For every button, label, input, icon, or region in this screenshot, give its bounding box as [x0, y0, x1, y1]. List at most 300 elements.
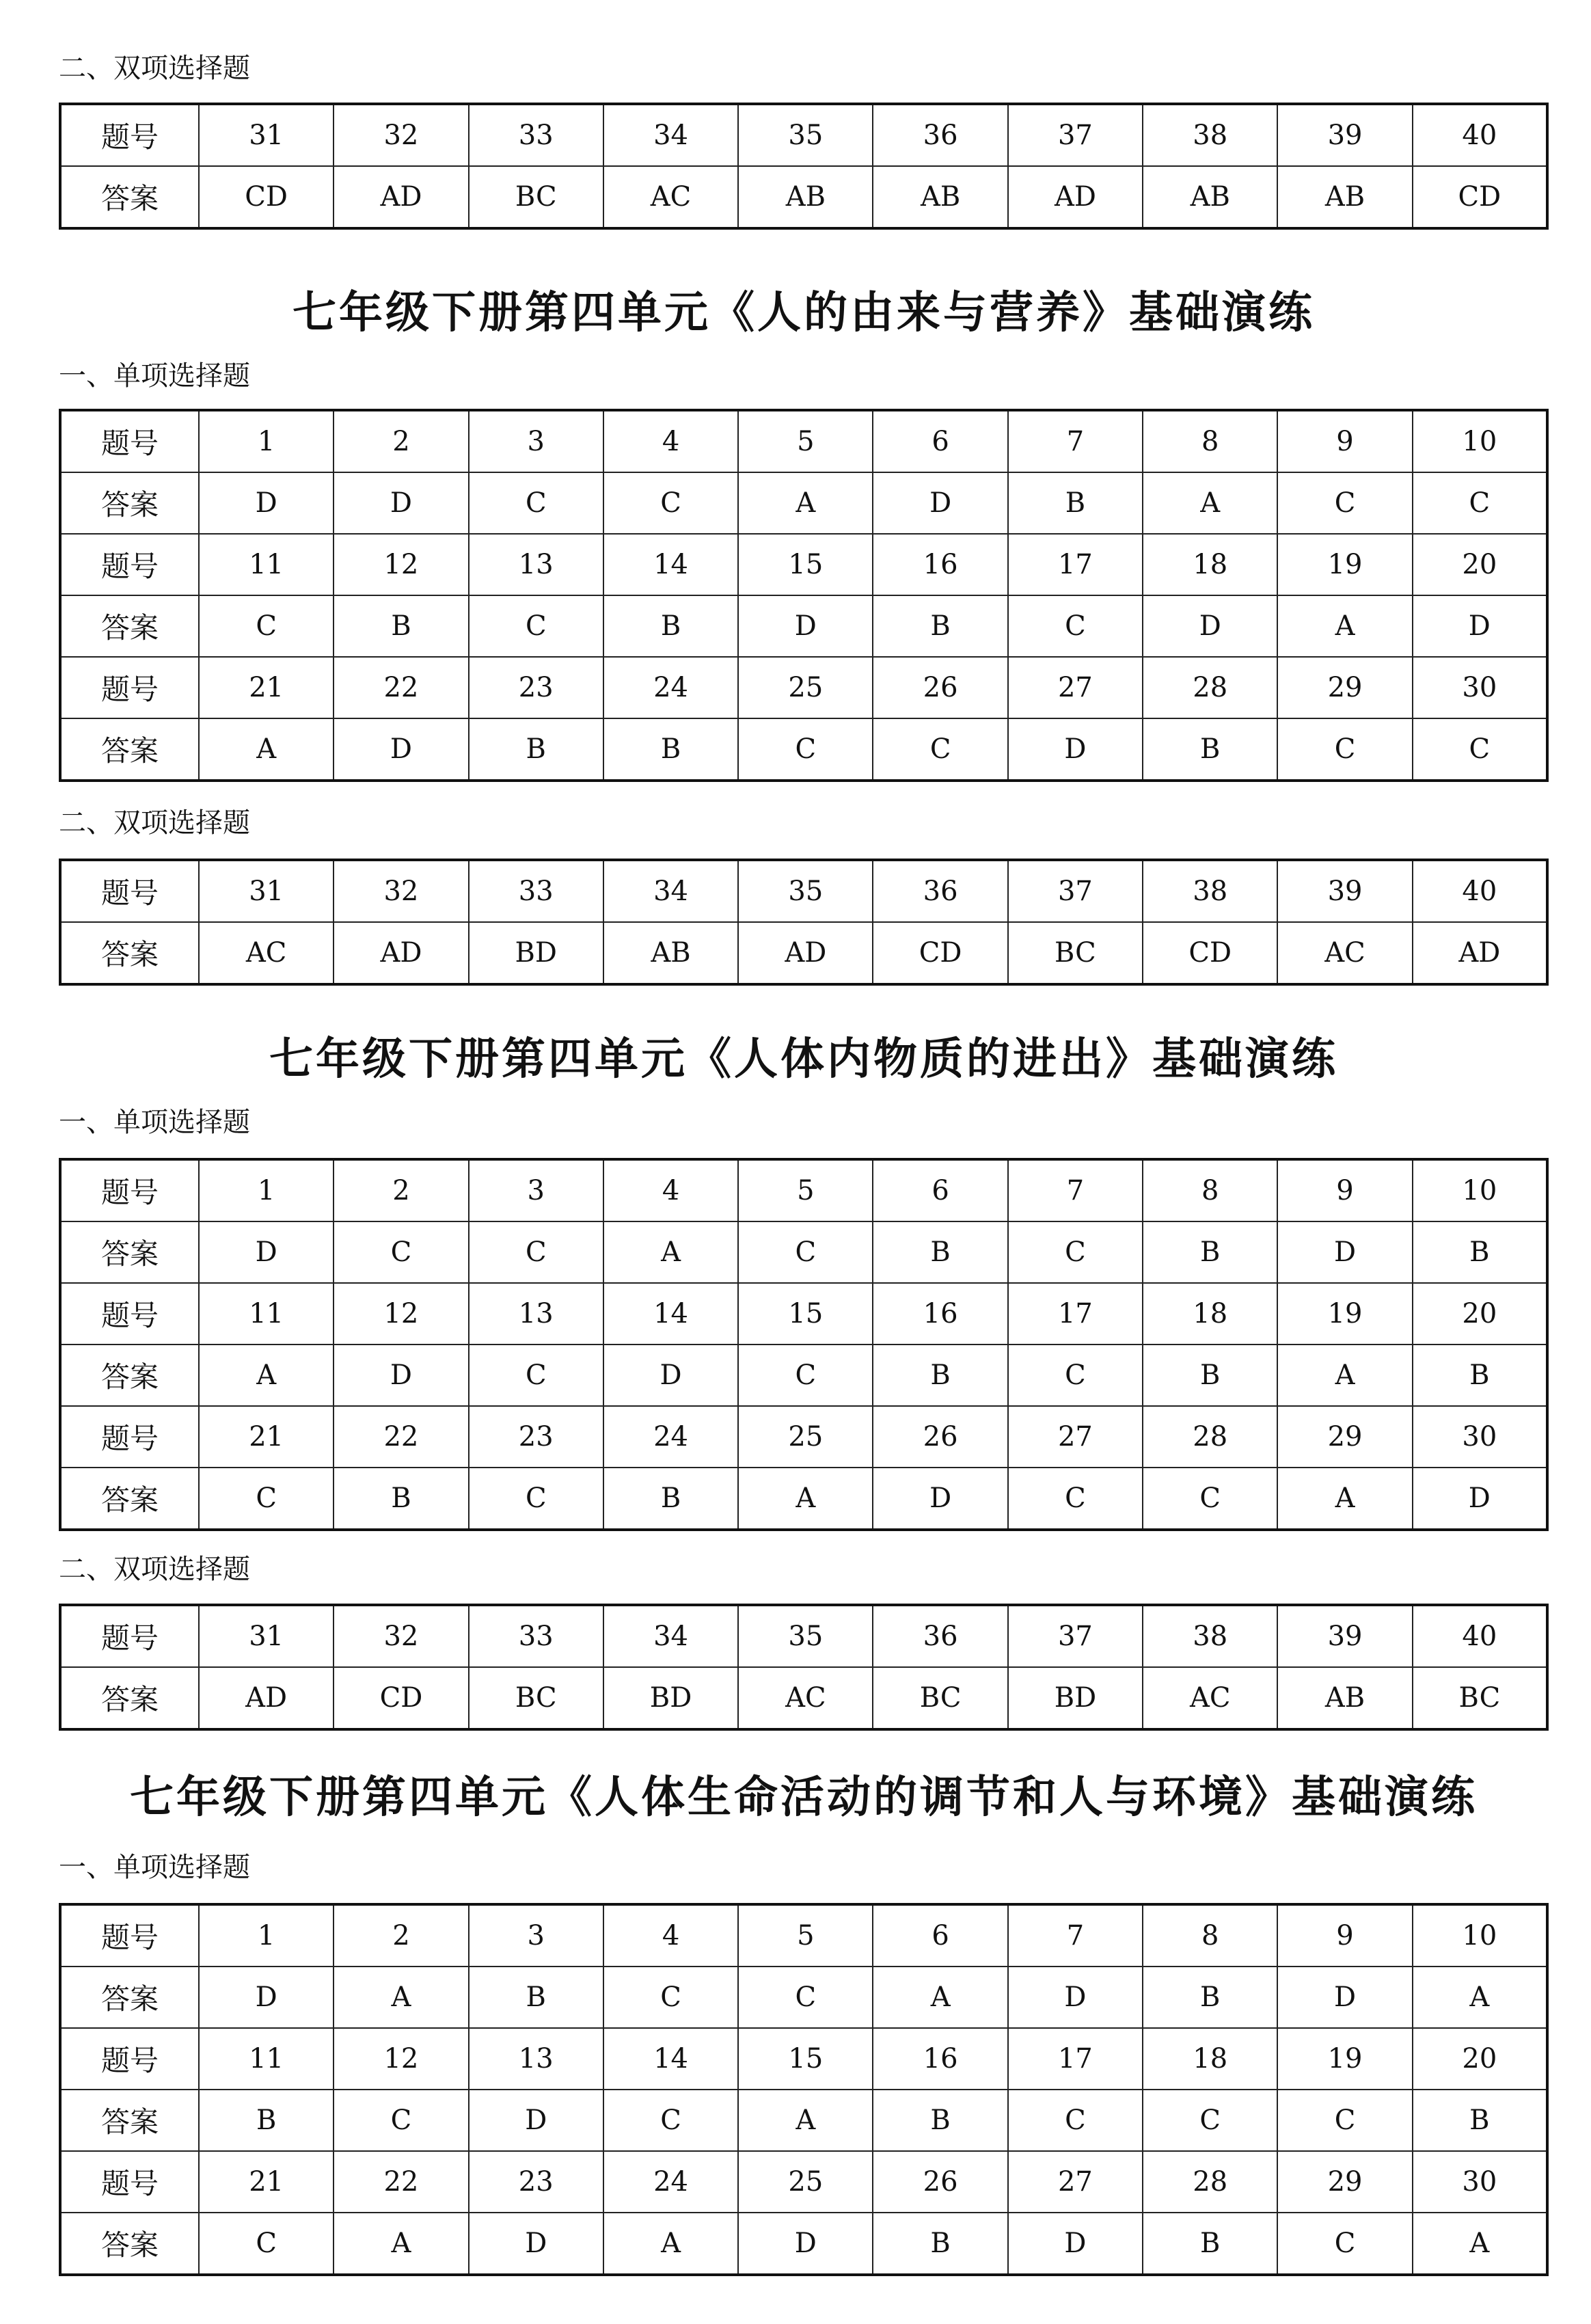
question-number-cell: 36 — [873, 104, 1007, 166]
question-number-cell: 35 — [738, 104, 873, 166]
answer-cell: C — [469, 1345, 603, 1406]
row-header: 答案 — [60, 472, 199, 534]
answer-cell: D — [469, 2090, 603, 2151]
answer-cell: AD — [199, 1667, 334, 1729]
table-row — [60, 2213, 1547, 2275]
answer-cell: BC — [1413, 1667, 1547, 1729]
answer-cell: B — [873, 1221, 1007, 1283]
answer-cell: D — [1008, 718, 1143, 781]
answer-cell: AC — [1277, 922, 1412, 984]
answer-cell: AB — [1277, 166, 1412, 228]
question-number-cell: 7 — [1008, 1904, 1143, 1967]
answer-cell: C — [469, 1221, 603, 1283]
answer-cell: AB — [1277, 1667, 1412, 1729]
question-number-cell: 27 — [1008, 657, 1143, 718]
unit-title: 七年级下册第四单元《人体生命活动的调节和人与环境》基础演练 — [130, 1772, 1478, 1823]
answer-table — [59, 859, 1549, 986]
question-number-cell: 24 — [603, 1406, 738, 1468]
question-number-cell: 25 — [738, 657, 873, 718]
answer-cell: C — [199, 595, 334, 657]
answer-cell: AC — [1143, 1667, 1277, 1729]
answer-cell: D — [1277, 1967, 1412, 2028]
question-number-cell: 11 — [199, 1283, 334, 1345]
answer-cell: D — [334, 472, 468, 534]
answer-cell: B — [334, 1468, 468, 1530]
question-number-cell: 39 — [1277, 104, 1412, 166]
question-number-cell: 32 — [334, 104, 468, 166]
question-number-cell: 24 — [603, 657, 738, 718]
question-number-cell: 7 — [1008, 410, 1143, 472]
answer-cell: C — [1008, 1345, 1143, 1406]
question-number-cell: 20 — [1413, 2028, 1547, 2090]
question-number-cell: 22 — [334, 1406, 468, 1468]
question-number-cell: 25 — [738, 2151, 873, 2213]
row-header: 答案 — [60, 1667, 199, 1729]
answer-cell: B — [873, 595, 1007, 657]
table-row — [60, 1345, 1547, 1406]
answer-cell: D — [1008, 2213, 1143, 2275]
answer-table — [59, 409, 1549, 782]
question-number-cell: 12 — [334, 2028, 468, 2090]
question-number-cell: 21 — [199, 2151, 334, 2213]
question-number-cell: 2 — [334, 410, 468, 472]
answer-cell: B — [334, 595, 468, 657]
question-number-cell: 4 — [603, 1904, 738, 1967]
answer-cell: C — [469, 1468, 603, 1530]
question-number-cell: 33 — [469, 860, 603, 922]
answer-cell: A — [199, 1345, 334, 1406]
answer-cell: D — [603, 1345, 738, 1406]
answer-cell: D — [738, 2213, 873, 2275]
answer-cell: A — [873, 1967, 1007, 2028]
row-header: 题号 — [60, 104, 199, 166]
answer-cell: C — [1008, 595, 1143, 657]
question-number-cell: 18 — [1143, 1283, 1277, 1345]
question-number-cell: 37 — [1008, 860, 1143, 922]
answer-table — [59, 1604, 1549, 1731]
question-number-cell: 1 — [199, 1904, 334, 1967]
question-number-cell: 1 — [199, 1159, 334, 1221]
question-number-cell: 29 — [1277, 2151, 1412, 2213]
answer-cell: A — [334, 1967, 468, 2028]
question-number-cell: 19 — [1277, 534, 1412, 595]
answer-table — [59, 1903, 1549, 2276]
question-number-cell: 38 — [1143, 1605, 1277, 1667]
answer-cell: AD — [1008, 166, 1143, 228]
row-header: 题号 — [60, 860, 199, 922]
row-header: 答案 — [60, 166, 199, 228]
question-number-cell: 28 — [1143, 1406, 1277, 1468]
question-number-cell: 35 — [738, 1605, 873, 1667]
answer-cell: C — [1413, 472, 1547, 534]
question-number-cell: 12 — [334, 534, 468, 595]
answer-cell: C — [334, 1221, 468, 1283]
question-number-cell: 38 — [1143, 104, 1277, 166]
question-number-cell: 26 — [873, 2151, 1007, 2213]
answer-cell: A — [738, 1468, 873, 1530]
table-row — [60, 472, 1547, 534]
table-row — [60, 1605, 1547, 1667]
answer-cell: C — [1008, 1221, 1143, 1283]
answer-cell: D — [738, 595, 873, 657]
answer-cell: A — [738, 472, 873, 534]
row-header: 答案 — [60, 1345, 199, 1406]
question-number-cell: 40 — [1413, 1605, 1547, 1667]
question-number-cell: 20 — [1413, 1283, 1547, 1345]
answer-cell: C — [1008, 1468, 1143, 1530]
row-header: 题号 — [60, 534, 199, 595]
question-number-cell: 10 — [1413, 1159, 1547, 1221]
answer-cell: B — [603, 1468, 738, 1530]
question-number-cell: 11 — [199, 2028, 334, 2090]
question-number-cell: 18 — [1143, 534, 1277, 595]
answer-cell: C — [469, 595, 603, 657]
answer-cell: C — [1277, 718, 1412, 781]
question-number-cell: 15 — [738, 534, 873, 595]
question-number-cell: 39 — [1277, 1605, 1412, 1667]
question-number-cell: 6 — [873, 1159, 1007, 1221]
answer-cell: A — [1277, 595, 1412, 657]
question-number-cell: 11 — [199, 534, 334, 595]
row-header: 答案 — [60, 595, 199, 657]
question-number-cell: 2 — [334, 1159, 468, 1221]
row-header: 答案 — [60, 1967, 199, 2028]
answer-cell: C — [1143, 1468, 1277, 1530]
row-header: 答案 — [60, 2090, 199, 2151]
answer-cell: B — [469, 1967, 603, 2028]
question-number-cell: 2 — [334, 1904, 468, 1967]
question-number-cell: 17 — [1008, 1283, 1143, 1345]
answer-cell: C — [199, 2213, 334, 2275]
answer-cell: D — [199, 472, 334, 534]
answer-cell: AD — [1413, 922, 1547, 984]
table-row — [60, 922, 1547, 984]
section-label: 一、单项选择题 — [59, 1852, 250, 1883]
table-row — [60, 860, 1547, 922]
question-number-cell: 30 — [1413, 2151, 1547, 2213]
question-number-cell: 19 — [1277, 1283, 1412, 1345]
answer-cell: C — [1277, 2090, 1412, 2151]
answer-cell: CD — [873, 922, 1007, 984]
table-row — [60, 657, 1547, 718]
answer-cell: C — [603, 2090, 738, 2151]
answer-cell: BD — [1008, 1667, 1143, 1729]
answer-cell: C — [1277, 472, 1412, 534]
answer-cell: C — [469, 472, 603, 534]
question-number-cell: 14 — [603, 534, 738, 595]
answer-cell: CD — [199, 166, 334, 228]
question-number-cell: 23 — [469, 657, 603, 718]
answer-cell: B — [1143, 1345, 1277, 1406]
question-number-cell: 27 — [1008, 1406, 1143, 1468]
question-number-cell: 4 — [603, 1159, 738, 1221]
question-number-cell: 14 — [603, 1283, 738, 1345]
question-number-cell: 9 — [1277, 410, 1412, 472]
row-header: 答案 — [60, 2213, 199, 2275]
question-number-cell: 25 — [738, 1406, 873, 1468]
answer-cell: C — [1008, 2090, 1143, 2151]
question-number-cell: 15 — [738, 2028, 873, 2090]
question-number-cell: 3 — [469, 1904, 603, 1967]
question-number-cell: 37 — [1008, 1605, 1143, 1667]
question-number-cell: 33 — [469, 104, 603, 166]
question-number-cell: 38 — [1143, 860, 1277, 922]
answer-cell: C — [738, 1221, 873, 1283]
table-row — [60, 595, 1547, 657]
answer-cell: C — [334, 2090, 468, 2151]
answer-cell: A — [334, 2213, 468, 2275]
answer-cell: B — [1143, 1967, 1277, 2028]
answer-cell: AB — [1143, 166, 1277, 228]
answer-cell: AC — [603, 166, 738, 228]
answer-cell: D — [334, 718, 468, 781]
question-number-cell: 20 — [1413, 534, 1547, 595]
answer-cell: B — [1008, 472, 1143, 534]
question-number-cell: 16 — [873, 534, 1007, 595]
question-number-cell: 34 — [603, 860, 738, 922]
answer-cell: B — [873, 2090, 1007, 2151]
question-number-cell: 28 — [1143, 657, 1277, 718]
question-number-cell: 31 — [199, 104, 334, 166]
answer-cell: A — [603, 1221, 738, 1283]
question-number-cell: 13 — [469, 534, 603, 595]
answer-table — [59, 1158, 1549, 1531]
table-row — [60, 1904, 1547, 1967]
question-number-cell: 33 — [469, 1605, 603, 1667]
answer-cell: CD — [1413, 166, 1547, 228]
question-number-cell: 5 — [738, 1904, 873, 1967]
answer-cell: B — [603, 595, 738, 657]
section-label: 二、双项选择题 — [59, 53, 250, 84]
question-number-cell: 13 — [469, 1283, 603, 1345]
answer-cell: B — [1413, 2090, 1547, 2151]
question-number-cell: 29 — [1277, 657, 1412, 718]
question-number-cell: 37 — [1008, 104, 1143, 166]
table-row — [60, 2151, 1547, 2213]
answer-cell: C — [1277, 2213, 1412, 2275]
section-label: 二、双项选择题 — [59, 1554, 250, 1585]
question-number-cell: 36 — [873, 860, 1007, 922]
question-number-cell: 6 — [873, 1904, 1007, 1967]
answer-cell: B — [469, 718, 603, 781]
answer-cell: C — [738, 718, 873, 781]
question-number-cell: 21 — [199, 657, 334, 718]
answer-cell: A — [1413, 2213, 1547, 2275]
answer-cell: B — [1143, 718, 1277, 781]
answer-cell: B — [603, 718, 738, 781]
answer-cell: D — [873, 1468, 1007, 1530]
question-number-cell: 19 — [1277, 2028, 1412, 2090]
question-number-cell: 10 — [1413, 1904, 1547, 1967]
answer-cell: C — [738, 1967, 873, 2028]
row-header: 答案 — [60, 922, 199, 984]
answer-cell: BC — [469, 166, 603, 228]
question-number-cell: 31 — [199, 860, 334, 922]
question-number-cell: 14 — [603, 2028, 738, 2090]
question-number-cell: 10 — [1413, 410, 1547, 472]
question-number-cell: 22 — [334, 2151, 468, 2213]
question-number-cell: 5 — [738, 1159, 873, 1221]
answer-cell: C — [1143, 2090, 1277, 2151]
table-row — [60, 534, 1547, 595]
row-header: 题号 — [60, 2028, 199, 2090]
answer-cell: BC — [1008, 922, 1143, 984]
row-header: 题号 — [60, 1904, 199, 1967]
answer-cell: D — [469, 2213, 603, 2275]
answer-cell: C — [603, 1967, 738, 2028]
table-row — [60, 104, 1547, 166]
answer-cell: C — [738, 1345, 873, 1406]
table-row — [60, 410, 1547, 472]
table-row — [60, 1667, 1547, 1729]
answer-table — [59, 103, 1549, 230]
answer-cell: AD — [334, 166, 468, 228]
question-number-cell: 3 — [469, 1159, 603, 1221]
answer-cell: A — [603, 2213, 738, 2275]
answer-cell: CD — [1143, 922, 1277, 984]
answer-cell: B — [1413, 1345, 1547, 1406]
question-number-cell: 39 — [1277, 860, 1412, 922]
table-row — [60, 1967, 1547, 2028]
row-header: 答案 — [60, 1468, 199, 1530]
answer-cell: D — [199, 1221, 334, 1283]
question-number-cell: 23 — [469, 1406, 603, 1468]
row-header: 答案 — [60, 718, 199, 781]
question-number-cell: 9 — [1277, 1904, 1412, 1967]
row-header: 题号 — [60, 2151, 199, 2213]
answer-cell: D — [199, 1967, 334, 2028]
answer-cell: B — [1413, 1221, 1547, 1283]
answer-cell: D — [334, 1345, 468, 1406]
row-header: 题号 — [60, 657, 199, 718]
question-number-cell: 16 — [873, 1283, 1007, 1345]
question-number-cell: 8 — [1143, 1904, 1277, 1967]
question-number-cell: 40 — [1413, 104, 1547, 166]
answer-cell: B — [873, 2213, 1007, 2275]
question-number-cell: 34 — [603, 1605, 738, 1667]
question-number-cell: 9 — [1277, 1159, 1412, 1221]
question-number-cell: 26 — [873, 657, 1007, 718]
answer-cell: CD — [334, 1667, 468, 1729]
answer-cell: A — [738, 2090, 873, 2151]
table-row — [60, 166, 1547, 228]
row-header: 题号 — [60, 1283, 199, 1345]
question-number-cell: 16 — [873, 2028, 1007, 2090]
question-number-cell: 35 — [738, 860, 873, 922]
section-label: 一、单项选择题 — [59, 360, 250, 392]
question-number-cell: 26 — [873, 1406, 1007, 1468]
question-number-cell: 40 — [1413, 860, 1547, 922]
row-header: 答案 — [60, 1221, 199, 1283]
question-number-cell: 29 — [1277, 1406, 1412, 1468]
row-header: 题号 — [60, 410, 199, 472]
question-number-cell: 18 — [1143, 2028, 1277, 2090]
answer-cell: AC — [738, 1667, 873, 1729]
question-number-cell: 30 — [1413, 1406, 1547, 1468]
table-row — [60, 718, 1547, 781]
answer-cell: A — [1277, 1468, 1412, 1530]
answer-cell: C — [199, 1468, 334, 1530]
answer-cell: A — [1143, 472, 1277, 534]
question-number-cell: 21 — [199, 1406, 334, 1468]
table-row — [60, 2090, 1547, 2151]
answer-cell: AD — [334, 922, 468, 984]
question-number-cell: 12 — [334, 1283, 468, 1345]
question-number-cell: 24 — [603, 2151, 738, 2213]
question-number-cell: 4 — [603, 410, 738, 472]
answer-cell: BD — [603, 1667, 738, 1729]
question-number-cell: 23 — [469, 2151, 603, 2213]
section-label: 一、单项选择题 — [59, 1107, 250, 1138]
answer-cell: B — [1143, 2213, 1277, 2275]
question-number-cell: 31 — [199, 1605, 334, 1667]
section-label: 二、双项选择题 — [59, 807, 250, 839]
question-number-cell: 8 — [1143, 1159, 1277, 1221]
table-row — [60, 1159, 1547, 1221]
answer-cell: D — [1413, 1468, 1547, 1530]
question-number-cell: 30 — [1413, 657, 1547, 718]
question-number-cell: 8 — [1143, 410, 1277, 472]
answer-cell: AC — [199, 922, 334, 984]
table-row — [60, 1221, 1547, 1283]
answer-cell: C — [603, 472, 738, 534]
table-row — [60, 1283, 1547, 1345]
answer-cell: D — [1143, 595, 1277, 657]
answer-cell: A — [199, 718, 334, 781]
question-number-cell: 22 — [334, 657, 468, 718]
table-row — [60, 2028, 1547, 2090]
question-number-cell: 36 — [873, 1605, 1007, 1667]
question-number-cell: 15 — [738, 1283, 873, 1345]
answer-cell: AD — [738, 922, 873, 984]
answer-cell: A — [1413, 1967, 1547, 2028]
question-number-cell: 32 — [334, 1605, 468, 1667]
question-number-cell: 3 — [469, 410, 603, 472]
answer-cell: D — [1008, 1967, 1143, 2028]
answer-cell: B — [873, 1345, 1007, 1406]
answer-cell: AB — [603, 922, 738, 984]
answer-cell: D — [1277, 1221, 1412, 1283]
answer-cell: BD — [469, 922, 603, 984]
answer-cell: B — [1143, 1221, 1277, 1283]
table-row — [60, 1406, 1547, 1468]
question-number-cell: 17 — [1008, 2028, 1143, 2090]
answer-cell: A — [1277, 1345, 1412, 1406]
row-header: 题号 — [60, 1159, 199, 1221]
answer-cell: C — [873, 718, 1007, 781]
answer-cell: D — [1413, 595, 1547, 657]
question-number-cell: 1 — [199, 410, 334, 472]
question-number-cell: 34 — [603, 104, 738, 166]
row-header: 题号 — [60, 1605, 199, 1667]
answer-cell: BC — [469, 1667, 603, 1729]
row-header: 题号 — [60, 1406, 199, 1468]
table-row — [60, 1468, 1547, 1530]
unit-title: 七年级下册第四单元《人的由来与营养》基础演练 — [293, 288, 1315, 338]
answer-cell: AB — [873, 166, 1007, 228]
question-number-cell: 5 — [738, 410, 873, 472]
question-number-cell: 17 — [1008, 534, 1143, 595]
answer-cell: B — [199, 2090, 334, 2151]
unit-title: 七年级下册第四单元《人体内物质的进出》基础演练 — [269, 1034, 1338, 1085]
answer-cell: C — [1413, 718, 1547, 781]
answer-cell: AB — [738, 166, 873, 228]
question-number-cell: 27 — [1008, 2151, 1143, 2213]
question-number-cell: 7 — [1008, 1159, 1143, 1221]
question-number-cell: 28 — [1143, 2151, 1277, 2213]
question-number-cell: 13 — [469, 2028, 603, 2090]
answer-cell: D — [873, 472, 1007, 534]
